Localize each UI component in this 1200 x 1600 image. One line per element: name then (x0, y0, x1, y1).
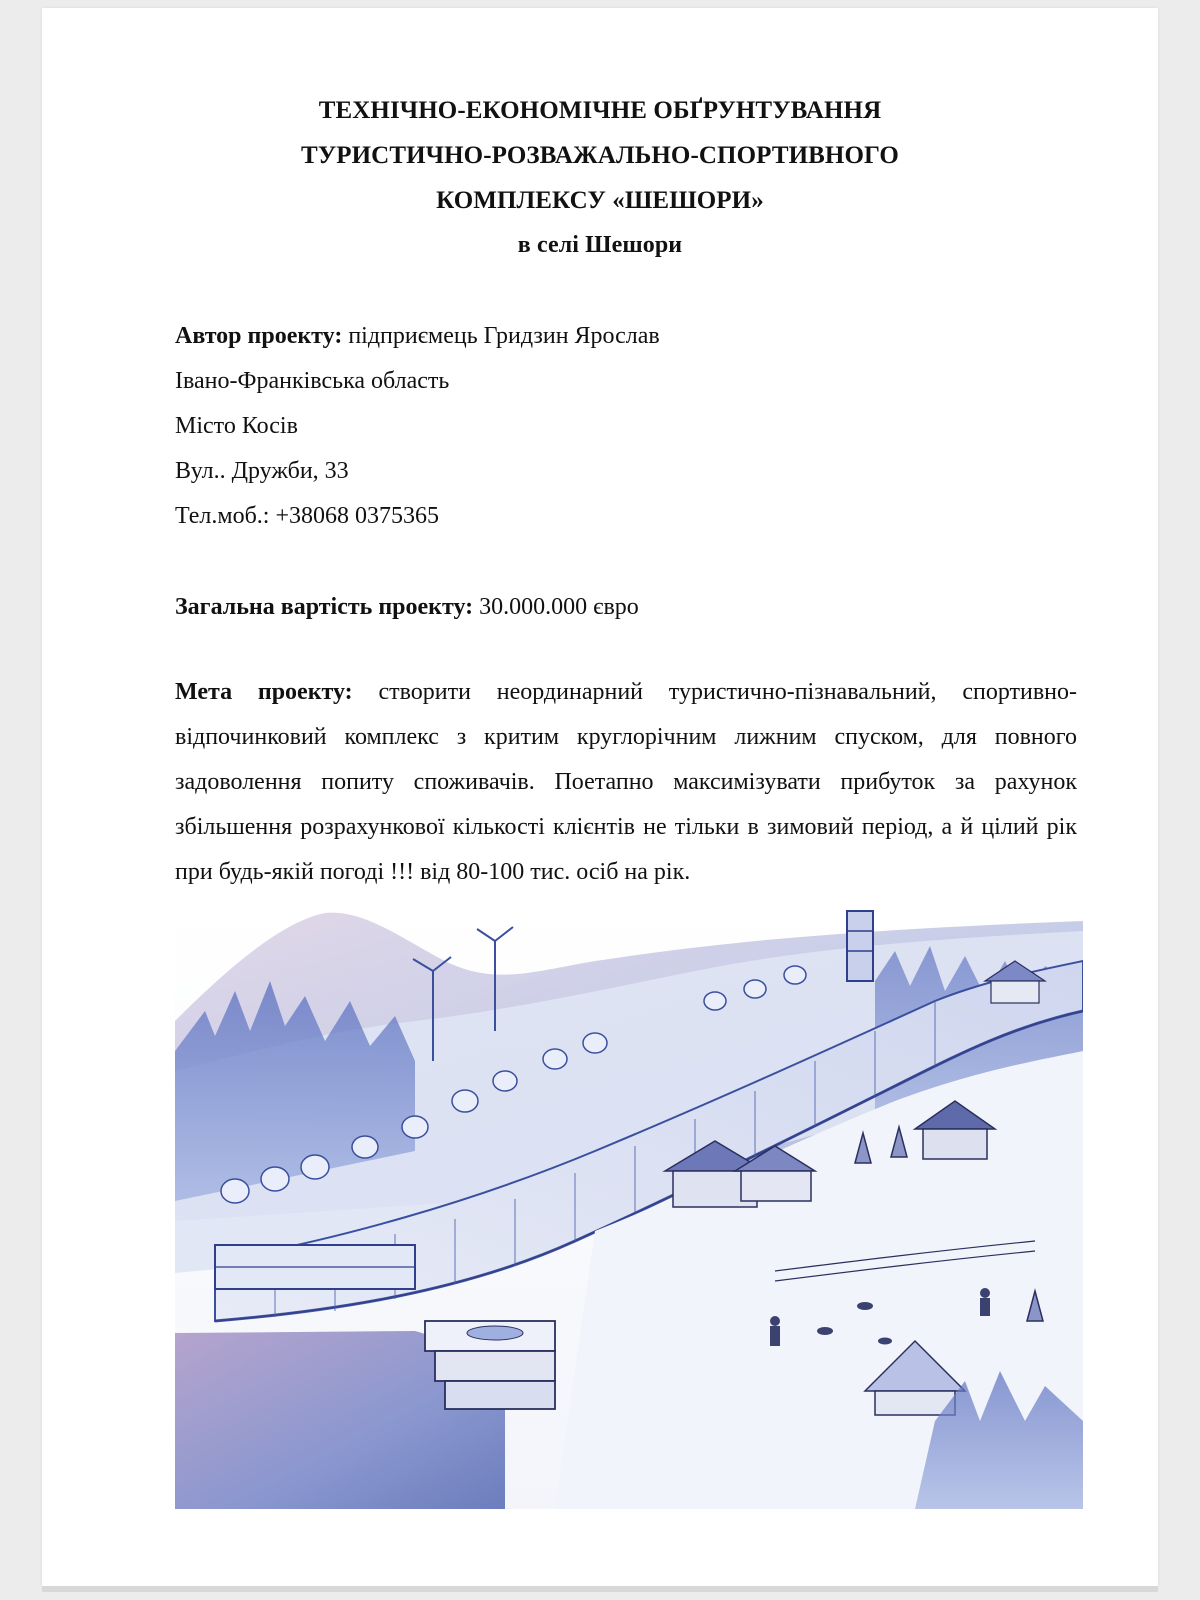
author-line (175, 314, 1125, 359)
author-region: Івано-Франківська область (175, 368, 450, 394)
goal-paragraph (175, 670, 1077, 895)
page-bottom-shadow (42, 1586, 1158, 1592)
resort-illustration (175, 901, 1083, 1509)
author-block (175, 314, 1125, 539)
cost-value: 30.000.000 євро (473, 594, 639, 620)
cost-label: Загальна вартість проекту: (175, 594, 474, 620)
author-city: Місто Косів (175, 413, 298, 439)
title-line-1: ТЕХНІЧНО-ЕКОНОМІЧНЕ ОБҐРУНТУВАННЯ (318, 97, 882, 124)
author-street: Вул.. Дружби, 33 (175, 458, 349, 484)
title-line-3: КОМПЛЕКСУ «ШЕШОРИ» (436, 187, 764, 214)
watercolor-landscape (175, 901, 1083, 1509)
author-phone: Тел.моб.: +38068 0375365 (175, 503, 439, 529)
goal-text: створити неординарний туристично-пізнавальний, спортивно-відпочинковий комплекс з критим круглорічним лижним спуском, для повного задоволення попиту споживачів. Поетапно максимізувати прибуток за рахунок збільшення розрахункової кількості клієнтів не тільки в зимовий період, а й цілий рік при будь-якій погоді !!! від 80-100 тис. осіб на рік. (175, 679, 1077, 885)
cost-block (175, 590, 1125, 624)
title-line-2: ТУРИСТИЧНО-РОЗВАЖАЛЬНО-СПОРТИВНОГО (301, 142, 899, 169)
observation-tower (847, 911, 873, 981)
author-label: Автор проекту: (175, 323, 343, 349)
author-value: підприємець Гридзин Ярослав (342, 323, 660, 349)
goal-label: Мета проекту: (175, 679, 353, 705)
document-title (42, 88, 1158, 268)
document-page (42, 8, 1158, 1586)
title-line-4: в селі Шешори (517, 232, 683, 258)
